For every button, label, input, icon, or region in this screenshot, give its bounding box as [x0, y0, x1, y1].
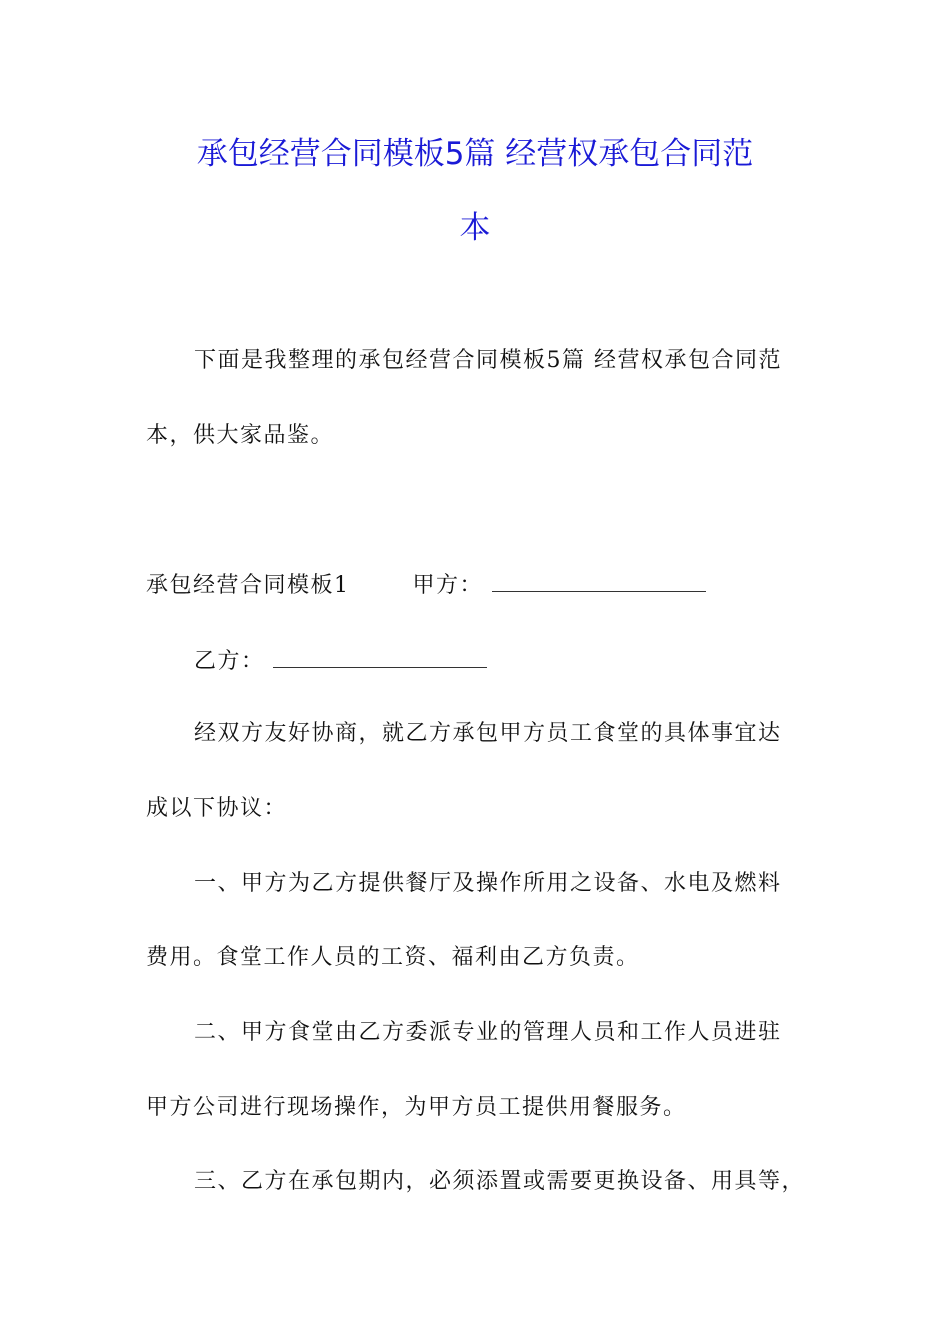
clause-1-line-1: 一、甲方为乙方提供餐厅及操作所用之设备、水电及燃料: [194, 871, 782, 896]
party-a-label: 甲方：: [412, 573, 484, 598]
document-title-line-2: 本: [459, 210, 491, 246]
clause-2-line-2: 甲方公司进行现场操作，为甲方员工提供用餐服务。: [146, 1095, 687, 1120]
clause-2-line-1: 二、甲方食堂由乙方委派专业的管理人员和工作人员进驻: [194, 1020, 782, 1045]
section-heading: 承包经营合同模板1: [146, 573, 350, 598]
party-b-row: [194, 645, 487, 677]
clause-1-line-2: 费用。食堂工作人员的工资、福利由乙方负责。: [146, 945, 640, 970]
clause-3-line-1: 三、乙方在承包期内，必须添置或需要更换设备、用具等，: [194, 1169, 806, 1194]
section-heading-row: [146, 569, 706, 601]
agreement-paragraph-line-1: 经双方友好协商，就乙方承包甲方员工食堂的具体事宜达: [194, 721, 782, 746]
intro-paragraph-line-2: 本，供大家品鉴。: [146, 423, 335, 448]
document-title-line-1: 承包经营合同模板5篇 经营权承包合同范: [196, 136, 754, 172]
party-a-blank: [492, 569, 706, 592]
party-b-label: 乙方：: [194, 649, 265, 674]
party-b-blank: [273, 645, 487, 668]
agreement-paragraph-line-2: 成以下协议：: [146, 796, 288, 821]
intro-paragraph-line-1: 下面是我整理的承包经营合同模板5篇 经营权承包合同范: [194, 348, 782, 373]
